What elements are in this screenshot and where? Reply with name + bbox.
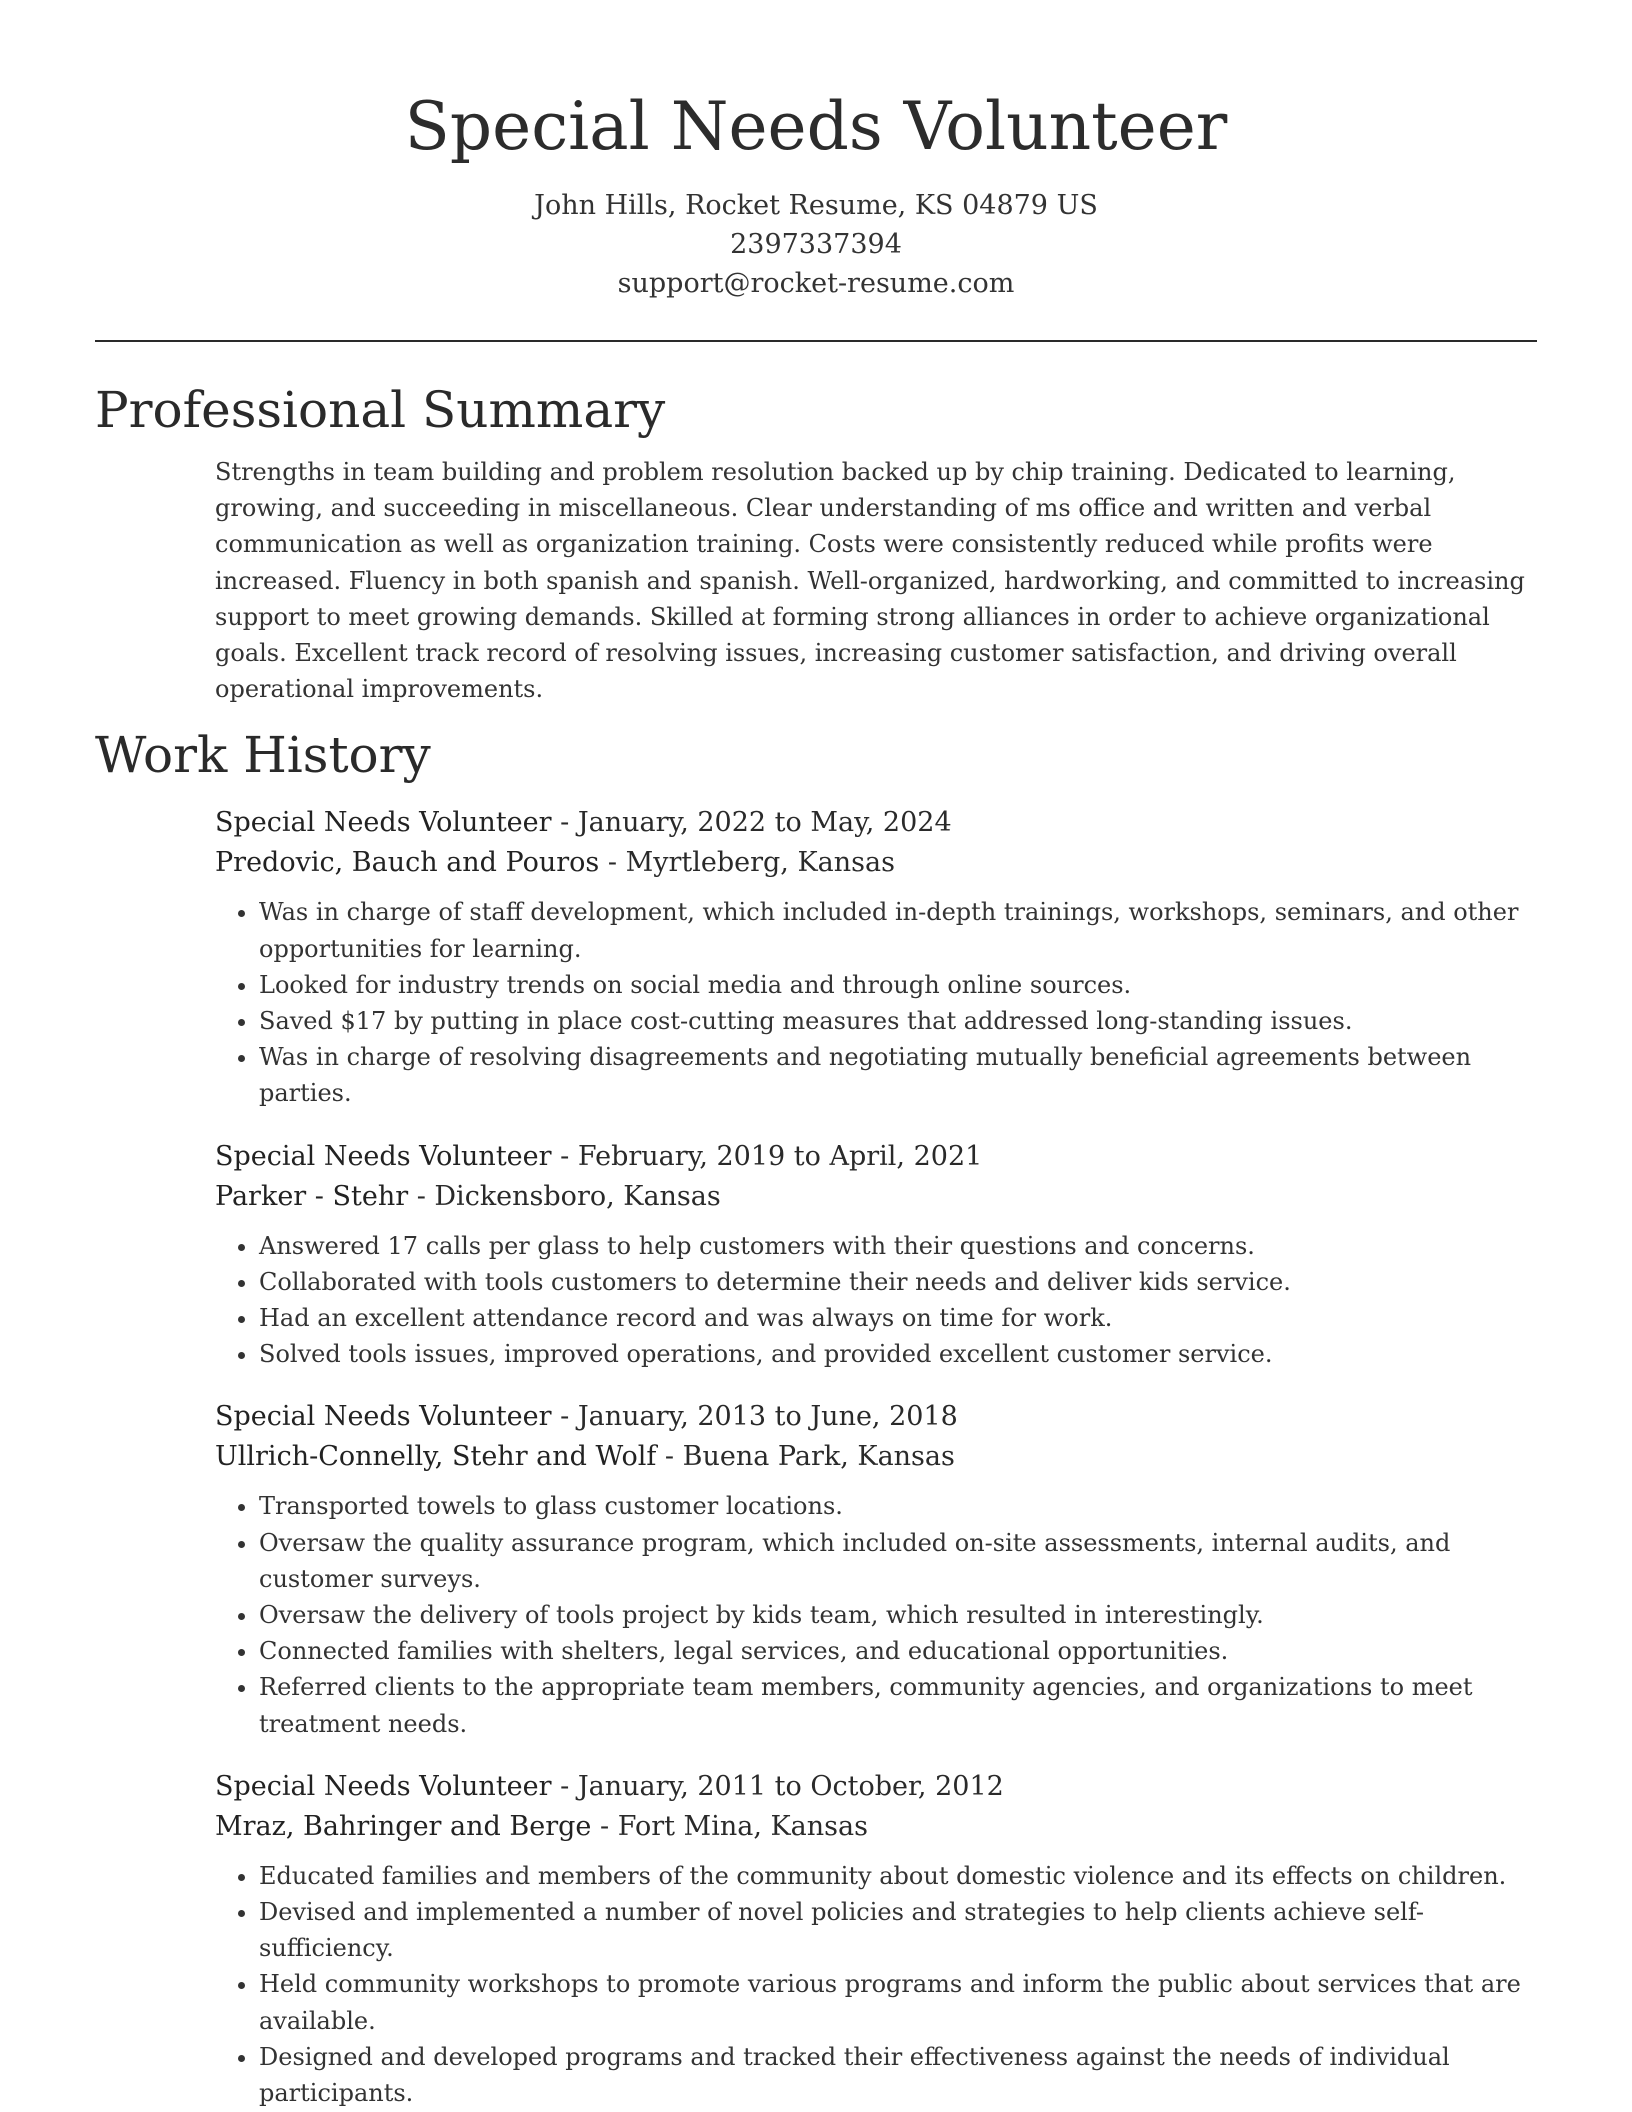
job-bullet: • Saved $17 by putting in place cost-cutting measures that addressed long-standing issues. (259, 1003, 1537, 1039)
contact-phone: 2397337394 (730, 229, 902, 260)
job-entry (215, 1397, 1537, 1741)
job-role: Special Needs Volunteer (215, 1401, 552, 1433)
job-bullet: • Was in charge of resolving disagreements and negotiating mutually beneficial agreements between parties. (259, 1039, 1537, 1111)
summary-text: Strengths in team building and problem resolution backed up by chip training. Dedicated to learning, growing, and succeeding in miscellaneous. Clear understanding of ms office and written and verbal communication as well as organization training. Costs were consistently reduced while profits were increased. Fluency in both spanish and spanish. Well-organized, hardworking, and committed to increasing support to meet growing demands. Skilled at forming strong alliances in order to achieve organizational goals. Excellent track record of resolving issues, increasing customer satisfaction, and driving overall operational improvements. (215, 458, 1525, 704)
contact-block (95, 186, 1537, 303)
job-dates: - January, 2011 to October, 2012 (551, 1770, 1004, 1802)
job-title-line (215, 1137, 1537, 1177)
header-divider (95, 340, 1537, 342)
job-role: Special Needs Volunteer (215, 807, 552, 839)
job-title-line (215, 1767, 1537, 1807)
job-dates: - February, 2019 to April, 2021 (551, 1140, 983, 1172)
job-bullet: • Held community workshops to promote various programs and inform the public about services that are available. (259, 1966, 1537, 2038)
job-bullet: • Solved tools issues, improved operations, and provided excellent customer service. (259, 1336, 1537, 1372)
job-bullet: • Oversaw the delivery of tools project by kids team, which resulted in interestingly. (259, 1597, 1537, 1633)
resume-page (95, 0, 1537, 2111)
summary-heading: Professional Summary (95, 381, 666, 439)
job-dates: - January, 2013 to June, 2018 (551, 1401, 958, 1433)
job-company-line (215, 1177, 1537, 1217)
resume-name: Special Needs Volunteer (404, 88, 1228, 165)
job-location: - Fort Mina, Kansas (591, 1810, 868, 1842)
job-bullet: • Transported towels to glass customer locations. (259, 1488, 1537, 1524)
job-dates: - January, 2022 to May, 2024 (551, 807, 952, 839)
job-company: Parker - Stehr (215, 1180, 409, 1212)
job-entry (215, 1137, 1537, 1373)
job-role: Special Needs Volunteer (215, 1770, 552, 1802)
job-role: Special Needs Volunteer (215, 1140, 552, 1172)
job-company: Mraz, Bahringer and Berge (215, 1810, 592, 1842)
job-company: Ullrich-Connelly, Stehr and Wolf (215, 1441, 657, 1473)
job-bullets (215, 894, 1537, 1111)
job-bullets (215, 1488, 1537, 1741)
contact-email: support@rocket-resume.com (617, 268, 1015, 299)
job-location: - Dickensboro, Kansas (408, 1180, 721, 1212)
job-location: - Myrtleberg, Kansas (599, 847, 895, 879)
job-bullet: • Looked for industry trends on social media and through online sources. (259, 967, 1537, 1003)
work-history-heading: Work History (95, 726, 431, 785)
job-entry (215, 803, 1537, 1111)
job-bullets (215, 1858, 1537, 2111)
job-bullet: • Collaborated with tools customers to determine their needs and deliver kids service. (259, 1264, 1537, 1300)
job-bullet: • Connected families with shelters, legal services, and educational opportunities. (259, 1633, 1537, 1669)
job-bullet: • Was in charge of staff development, which included in-depth trainings, workshops, seminars, and other opportunities for learning. (259, 894, 1537, 966)
job-entry (215, 1767, 1537, 2111)
job-bullet: • Designed and developed programs and tracked their effectiveness against the needs of individual participants. (259, 2039, 1537, 2111)
contact-address: John Hills, Rocket Resume, KS 04879 US (534, 190, 1098, 221)
job-bullet: • Oversaw the quality assurance program, which included on-site assessments, internal audits, and customer surveys. (259, 1525, 1537, 1597)
job-company-line (215, 843, 1537, 883)
job-location: - Buena Park, Kansas (656, 1441, 955, 1473)
job-bullet: • Referred clients to the appropriate team members, community agencies, and organizations to meet treatment needs. (259, 1669, 1537, 1741)
job-company-line (215, 1437, 1537, 1477)
job-title-line (215, 1397, 1537, 1437)
job-bullets (215, 1228, 1537, 1373)
job-bullet: • Answered 17 calls per glass to help customers with their questions and concerns. (259, 1228, 1537, 1264)
job-company-line (215, 1807, 1537, 1847)
job-company: Predovic, Bauch and Pouros (215, 847, 600, 879)
job-bullet: • Devised and implemented a number of novel policies and strategies to help clients achieve self-sufficiency. (259, 1894, 1537, 1966)
job-bullet: • Educated families and members of the community about domestic violence and its effects on children. (259, 1858, 1537, 1894)
job-list (95, 803, 1537, 2111)
job-bullet: • Had an excellent attendance record and was always on time for work. (259, 1300, 1537, 1336)
job-title-line (215, 803, 1537, 843)
